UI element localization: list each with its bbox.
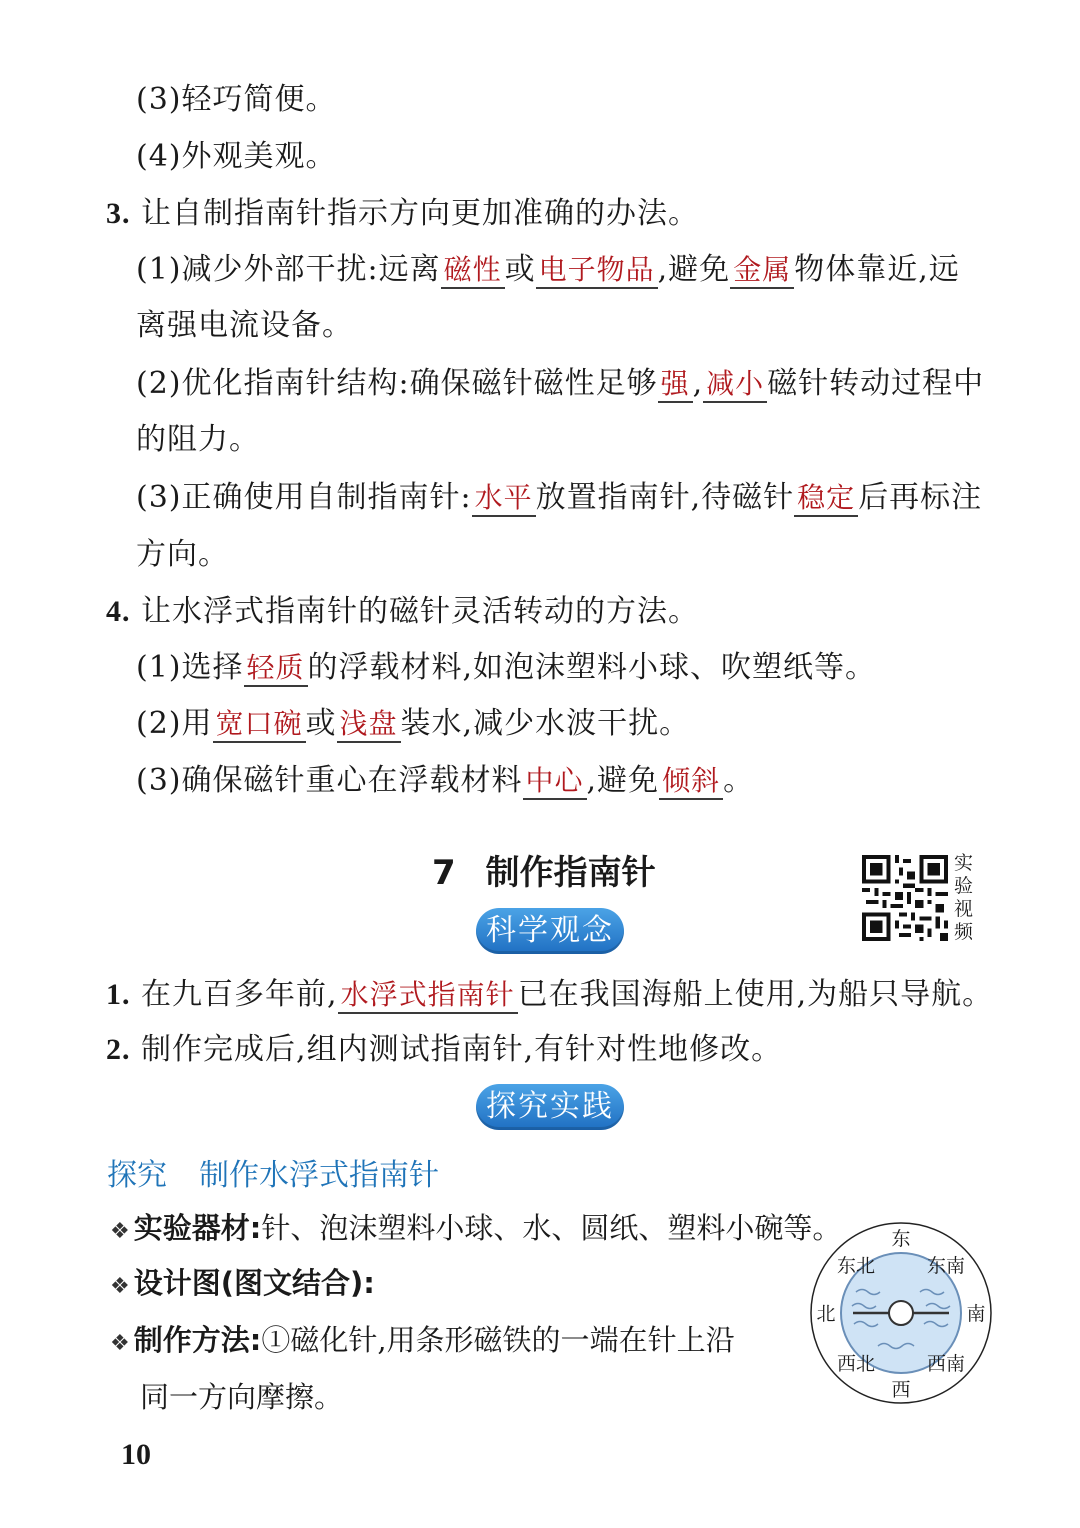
method-line [110,1320,735,1364]
bullet-label: 设计图(图文结合): [133,1266,375,1300]
item-3-light: (3)轻巧简便。 [136,82,337,117]
materials-line [110,1208,841,1252]
answer-blank: 中心 [523,764,587,800]
section-title: 让自制指南针指示方向更加准确的办法。 [141,196,700,231]
diamond-bullet-icon: ❖ [110,1331,130,1356]
s3-item-2 [136,364,984,404]
inquiry-practice-badge: 探究实践 [476,1084,624,1130]
item-number: 2. [106,1033,131,1066]
answer-blank: 宽口碗 [213,707,306,743]
text: 物体靠近,远 [794,252,960,287]
section-4-heading [106,592,699,632]
text: 已在我国海船上使用,为船只导航。 [517,977,994,1012]
qr-caption-char: 视 [954,898,974,920]
bullet-label: 制作方法: [133,1323,262,1357]
text: (3)确保磁针重心在浮载材料 [136,763,523,798]
text: 在九百多年前, [141,977,338,1012]
text: 装水,减少水波干扰。 [400,706,691,741]
label-northwest: 西北 [836,1353,876,1375]
method-line-cont: 同一方向摩擦。 [140,1380,344,1414]
answer-blank: 稳定 [794,481,858,517]
answer-blank: 浅盘 [337,707,401,743]
diamond-bullet-icon: ❖ [110,1219,130,1244]
label-west: 西 [891,1379,911,1401]
label-north: 北 [816,1303,836,1325]
answer-blank: 倾斜 [659,764,723,800]
s3-item-1-cont: 离强电流设备。 [136,308,353,343]
concept-2 [106,1030,782,1070]
explore-title: 制作水浮式指南针 [199,1158,439,1193]
text: 或 [504,252,536,287]
s4-item-2 [136,704,690,744]
qr-caption-char: 频 [954,921,974,943]
diamond-bullet-icon: ❖ [110,1274,130,1299]
answer-blank: 轻质 [244,651,308,687]
qr-caption-char: 验 [954,875,974,897]
item-number: 1. [106,978,131,1011]
s3-item-3-cont: 方向。 [136,537,229,572]
foam-ball [889,1301,913,1325]
text: (2)用 [136,706,213,741]
qr-caption [954,852,980,944]
section-3-heading [106,194,699,234]
bullet-text: ①磁化针,用条形磁铁的一端在针上沿 [261,1323,735,1357]
answer-blank: 金属 [730,253,794,289]
lesson-title-text: 制作指南针 [485,853,656,893]
text: ,避免 [586,763,660,798]
label-south: 南 [966,1303,986,1325]
lesson-number: 7 [432,853,456,893]
section-number: 4. [106,595,131,628]
text: (1)选择 [136,650,244,685]
section-number: 3. [106,197,131,230]
lesson-title [432,845,656,894]
text: (2)优化指南针结构:确保磁针磁性足够 [136,366,658,401]
answer-blank: 强 [658,367,693,403]
explore-heading [107,1150,439,1194]
text: (1)减少外部干扰:远离 [136,252,441,287]
bullet-label: 实验器材: [133,1211,262,1245]
explore-label: 探究 [107,1158,167,1193]
answer-blank: 磁性 [441,253,505,289]
qr-caption-char: 实 [954,852,974,874]
text: 放置指南针,待磁针 [535,480,795,515]
compass-diagram [808,1220,994,1406]
label-southeast: 东南 [926,1255,966,1277]
answer-blank: 水浮式指南针 [338,978,518,1014]
text: 或 [305,706,337,741]
label-northeast: 东北 [836,1255,876,1277]
science-concept-badge: 科学观念 [476,908,624,954]
label-east: 东 [891,1228,911,1250]
text: 的浮载材料,如泡沫塑料小球、吹塑纸等。 [307,650,877,685]
text: 制作完成后,组内测试指南针,有针对性地修改。 [141,1032,783,1067]
bullet-text: 针、泡沫塑料小球、水、圆纸、塑料小碗等。 [261,1211,842,1245]
s4-item-1 [136,648,876,688]
s4-item-3 [136,761,754,801]
item-4-appearance: (4)外观美观。 [136,139,337,174]
text: 。 [723,763,755,798]
s3-item-3 [136,478,982,518]
text: ,避免 [657,252,731,287]
answer-blank: 水平 [472,481,536,517]
s3-item-1 [136,250,960,290]
answer-blank: 减小 [703,367,767,403]
s3-item-2-cont: 的阻力。 [136,422,260,457]
design-line [110,1263,375,1307]
text: 后再标注 [858,480,983,515]
text: 磁针转动过程中 [767,366,985,401]
qr-code-icon[interactable] [862,855,948,941]
page-number: 10 [121,1438,151,1471]
label-southwest: 西南 [926,1353,966,1375]
text: (3)正确使用自制指南针: [136,480,472,515]
concept-1 [106,975,993,1015]
answer-blank: 电子物品 [536,253,658,289]
section-title: 让水浮式指南针的磁针灵活转动的方法。 [141,594,700,629]
text: , [692,366,704,401]
